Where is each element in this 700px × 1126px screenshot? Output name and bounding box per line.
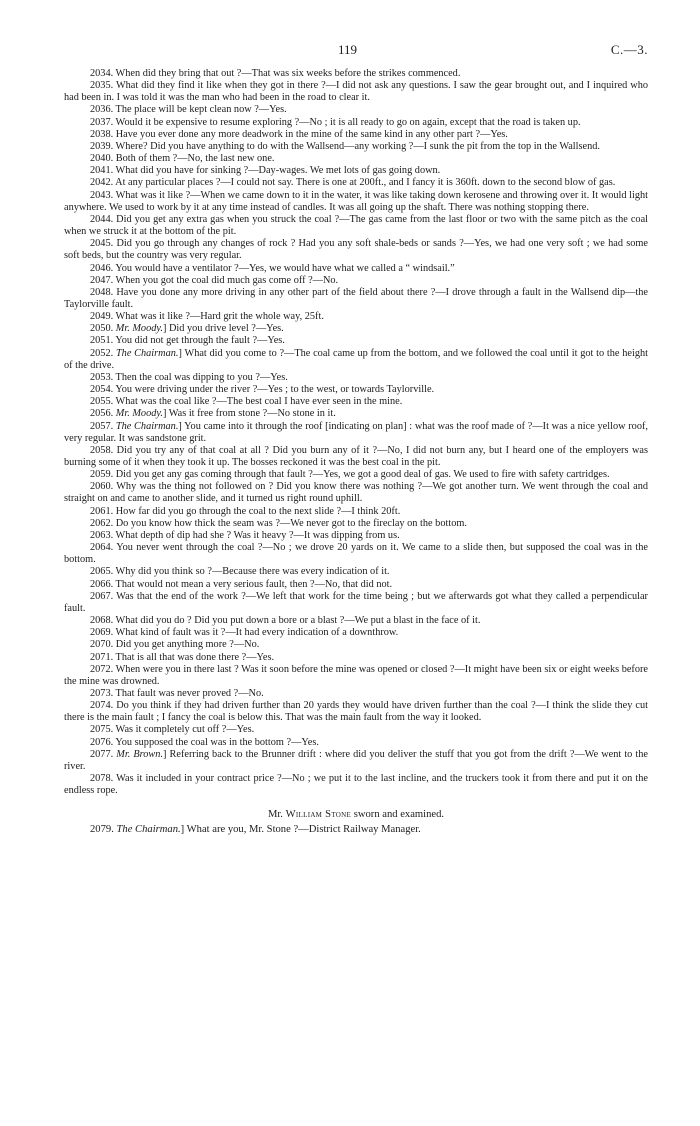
question-text: When you got the coal did much gas come off ?—No. — [113, 274, 339, 286]
question-text: Have you ever done any more deadwork in the mine of the same kind in any other part ?—Yes. — [113, 128, 508, 140]
question-number: 2066. — [90, 578, 114, 590]
question-number: 2041. — [90, 165, 114, 177]
question-paragraph — [64, 141, 648, 153]
question-paragraph — [64, 323, 648, 335]
question-number: 2070. — [90, 639, 114, 651]
question-number: 2037. — [90, 116, 114, 128]
question-text: ] Referring back to the Brunner drift : where did you deliver the stuff that you got from the drift ?—We went to the river. — [64, 748, 648, 772]
question-text: ] You came into it through the roof [indicating on plan] : what was the roof made of ?—It was a nice yellow roof, very regular. It was sandstone grit. — [64, 420, 648, 444]
question-paragraph — [64, 165, 648, 177]
question-number: 2044. — [90, 213, 114, 225]
question-paragraph — [64, 238, 648, 262]
question-number: 2059. — [90, 469, 114, 481]
question-text: Did you get anything more ?—No. — [113, 639, 260, 651]
question-paragraph — [64, 190, 648, 214]
question-text: Was it completely cut off ?—Yes. — [113, 724, 255, 736]
question-paragraph — [64, 335, 648, 347]
question-text: Have you done any more driving in any other part of the field about there ?—I drove through a fault in the Wallsend dip—the Taylorville fault. — [64, 286, 648, 310]
page-number: 119 — [338, 42, 358, 57]
question-text: Why was the thing not followed on ? Did you know there was nothing ?—We got another turn. We went through the coal and straight on and came to another slide, and it turned us right round uphill. — [64, 481, 648, 505]
question-paragraph — [64, 566, 648, 578]
question-paragraph — [64, 275, 648, 287]
question-number: 2042. — [90, 177, 114, 189]
question-paragraph — [64, 652, 648, 664]
question-text: ] What are you, Mr. Stone ?—District Railway Manager. — [180, 823, 421, 835]
speaker-name: Mr. Moody. — [115, 323, 163, 335]
question-text: Did you get any gas coming through that fault ?—Yes, we got a good deal of gas. We used to fire with safety cartridges. — [113, 469, 610, 481]
question-number: 2047. — [90, 274, 114, 286]
question-paragraph — [64, 591, 648, 615]
question-number: 2074. — [90, 700, 114, 712]
question-text: Did you get any extra gas when you struck the coal ?—The gas came from the last floor or two with the same pitch as the coal when we struck it at the bottom of the pit. — [64, 213, 648, 238]
question-number: 2040. — [90, 153, 114, 165]
question-paragraph — [64, 129, 648, 141]
question-number: 2055. — [90, 396, 114, 408]
question-paragraph — [64, 542, 648, 566]
question-number: 2035. — [90, 80, 114, 92]
witness-suffix: sworn and examined. — [351, 809, 445, 821]
question-paragraph — [64, 104, 648, 116]
question-text: You never went through the coal ?—No ; we drove 20 yards on it. We came to a slide then, but supposed the coal was in the bottom. — [64, 542, 648, 566]
question-number: 2065. — [90, 566, 114, 578]
question-number: 2063. — [90, 529, 114, 541]
question-text: What did you do ? Did you put down a bore or a blast ?—We put a blast in the face of it. — [113, 615, 481, 627]
speaker-name: The Chairman. — [115, 420, 179, 432]
question-paragraph — [64, 421, 648, 445]
question-number: 2050. — [90, 323, 114, 335]
question-paragraph — [64, 214, 648, 238]
question-paragraph — [64, 615, 648, 627]
question-number: 2046. — [90, 262, 114, 274]
question-paragraph — [64, 481, 648, 505]
question-number: 2036. — [90, 104, 114, 116]
minutes-of-evidence — [64, 68, 648, 797]
document-reference: C.—3. — [610, 42, 648, 57]
question-text: You supposed the coal was in the bottom ?—Yes. — [113, 736, 319, 748]
question-paragraph — [64, 263, 648, 275]
question-text: Was it included in your contract price ?—No ; we put it to the last incline, and the truckers took it from there and put it on the endless rope. — [64, 773, 648, 797]
question-text: Do you think if they had driven further than 20 yards they would have driven further than the coal ?—I think the slide they cut there is the main fault ; I fancy the coal is below this. That was the main fault from the way it looked. — [64, 700, 648, 724]
question-text: Why did you think so ?—Because there was every indication of it. — [113, 566, 390, 578]
question-paragraph — [64, 518, 648, 530]
question-text: When were you in there last ? Was it soon before the mine was opened or closed ?—It might have been six or eight weeks before the mine was drowned. — [64, 663, 648, 687]
question-number: 2064. — [90, 542, 114, 554]
speaker-name: Mr. Moody. — [115, 408, 163, 420]
question-text: How far did you go through the coal to the next slide ?—I think 20ft. — [113, 505, 401, 517]
question-number: 2056. — [90, 408, 114, 420]
question-text: You were driving under the river ?—Yes ; to the west, or towards Taylorville. — [113, 384, 435, 396]
question-text: That is all that was done there ?—Yes. — [113, 651, 275, 663]
question-number: 2061. — [90, 505, 114, 517]
question-text: When did they bring that out ?—That was six weeks before the strikes commenced. — [113, 68, 461, 79]
question-paragraph — [64, 579, 648, 591]
question-paragraph — [64, 384, 648, 396]
question-number: 2057. — [90, 420, 114, 432]
question-number: 2045. — [90, 238, 114, 250]
question-paragraph — [64, 506, 648, 518]
question-number: 2068. — [90, 615, 114, 627]
question-paragraph — [64, 408, 648, 420]
question-paragraph — [64, 68, 648, 80]
witness-prefix: Mr. — [267, 809, 286, 821]
question-paragraph — [64, 372, 648, 384]
speaker-name: The Chairman. — [115, 347, 179, 359]
speaker-name: The Chairman. — [116, 823, 181, 835]
question-number: 2039. — [90, 140, 114, 152]
question-paragraph — [64, 80, 648, 104]
question-number: 2054. — [90, 384, 114, 396]
question-paragraph — [64, 688, 648, 700]
question-text: Was that the end of the work ?—We left that work for the time being ; but we afterwards got what they called a perpendicular fault. — [64, 590, 648, 614]
question-paragraph — [64, 287, 648, 311]
question-number: 2062. — [90, 517, 114, 529]
question-number: 2034. — [90, 68, 114, 79]
witness-heading — [64, 809, 648, 821]
question-number: 2077. — [90, 748, 114, 760]
question-paragraph — [64, 396, 648, 408]
question-paragraph — [64, 737, 648, 749]
question-paragraph — [64, 348, 648, 372]
question-paragraph — [64, 445, 648, 469]
question-text: Where? Did you have anything to do with the Wallsend—any working ?—I sunk the pit from the top in the Wallsend. — [113, 140, 600, 152]
question-text: That fault was never proved ?—No. — [113, 687, 264, 699]
question-text: ] Was it free from stone ?—No stone in it. — [162, 408, 336, 420]
question-text: What kind of fault was it ?—It had every indication of a downthrow. — [113, 627, 399, 639]
question-text: What was it like ?—Hard grit the whole way, 25ft. — [113, 311, 324, 323]
question-text: Would it be expensive to resume exploring ?—No ; it is all ready to go on again, except that the road is taken up. — [113, 116, 581, 128]
question-text: ] Did you drive level ?—Yes. — [162, 323, 284, 335]
question-text: At any particular places ?—I could not say. There is one at 200ft., and I fancy it is 360ft. down to the second blow of gas. — [113, 177, 616, 189]
question-number: 2052. — [90, 347, 114, 359]
question-paragraph — [64, 664, 648, 688]
question-number: 2078. — [90, 773, 114, 785]
witness-name: William Stone — [285, 809, 352, 821]
question-number: 2058. — [90, 444, 114, 456]
question-paragraph — [64, 749, 648, 773]
question-paragraph — [64, 469, 648, 481]
question-paragraph — [64, 530, 648, 542]
question-number: 2067. — [90, 590, 114, 602]
question-number: 2060. — [90, 481, 114, 493]
question-paragraph — [64, 773, 648, 797]
question-paragraph — [64, 700, 648, 724]
question-number: 2069. — [90, 627, 114, 639]
question-text: That would not mean a very serious fault, then ?—No, that did not. — [113, 578, 393, 590]
question-number: 2048. — [90, 286, 114, 298]
question-paragraph — [64, 639, 648, 651]
question-paragraph — [64, 117, 648, 129]
question-text: Both of them ?—No, the last new one. — [113, 153, 275, 165]
question-number: 2051. — [90, 335, 114, 347]
question-text: Then the coal was dipping to you ?—Yes. — [113, 371, 288, 383]
question-paragraph — [64, 311, 648, 323]
speaker-name: Mr. Brown. — [116, 748, 164, 760]
question-text: What depth of dip had she ? Was it heavy ?—It was dipping from us. — [113, 529, 400, 541]
question-number: 2079. — [90, 823, 114, 835]
question-paragraph — [64, 627, 648, 639]
question-text: You would have a ventilator ?—Yes, we would have what we called a “ windsail.” — [113, 262, 455, 274]
question-number: 2071. — [90, 651, 114, 663]
question-number: 2053. — [90, 371, 114, 383]
question-paragraph — [64, 153, 648, 165]
question-number: 2038. — [90, 128, 114, 140]
question-text: Did you go through any changes of rock ? Had you any soft shale-beds or sands ?—Yes, we had one very soft ; we had some soft beds, but the country was very regular. — [64, 238, 648, 262]
question-number: 2043. — [90, 189, 114, 201]
question-text: What did you have for sinking ?—Day-wages. We met lots of gas going down. — [113, 165, 441, 177]
question-number: 2076. — [90, 736, 114, 748]
question-number: 2072. — [90, 663, 114, 675]
page-header — [64, 44, 648, 68]
question-text: What was it like ?—When we came down to it in the water, it was like taking down kerosene and throwing over it. It would light anywhere. We used to work by it at any time instead of candles. It was all going up the shaft. There was nothing stopping there. — [64, 189, 648, 213]
question-text: Did you try any of that coal at all ? Did you burn any of it ?—No, I did not burn any, but I heard one of the employers was burning some of it when they took it up. The bosses reckoned it was the best coal in the pit. — [64, 444, 648, 468]
question-number: 2049. — [90, 311, 114, 323]
question-text: You did not get through the fault ?—Yes. — [113, 335, 285, 347]
question-number: 2073. — [90, 687, 114, 699]
question-number: 2075. — [90, 724, 114, 736]
question-text: ] What did you come to ?—The coal came up from the bottom, and we followed the coal until it got to the height of the drive. — [64, 347, 648, 371]
question-text: Do you know how thick the seam was ?—We never got to the fireclay on the bottom. — [113, 517, 467, 529]
question-paragraph — [64, 824, 648, 836]
question-paragraph — [64, 177, 648, 189]
question-text: What did they find it like when they got in there ?—I did not ask any questions. I saw the gear brought out, and I inquired who had been in. I was told it was the man who had been in the road to clear it. — [64, 80, 648, 104]
question-text: What was the coal like ?—The best coal I have ever seen in the mine. — [113, 396, 403, 408]
question-text: The place will be kept clean now ?—Yes. — [113, 104, 287, 116]
question-paragraph — [64, 724, 648, 736]
